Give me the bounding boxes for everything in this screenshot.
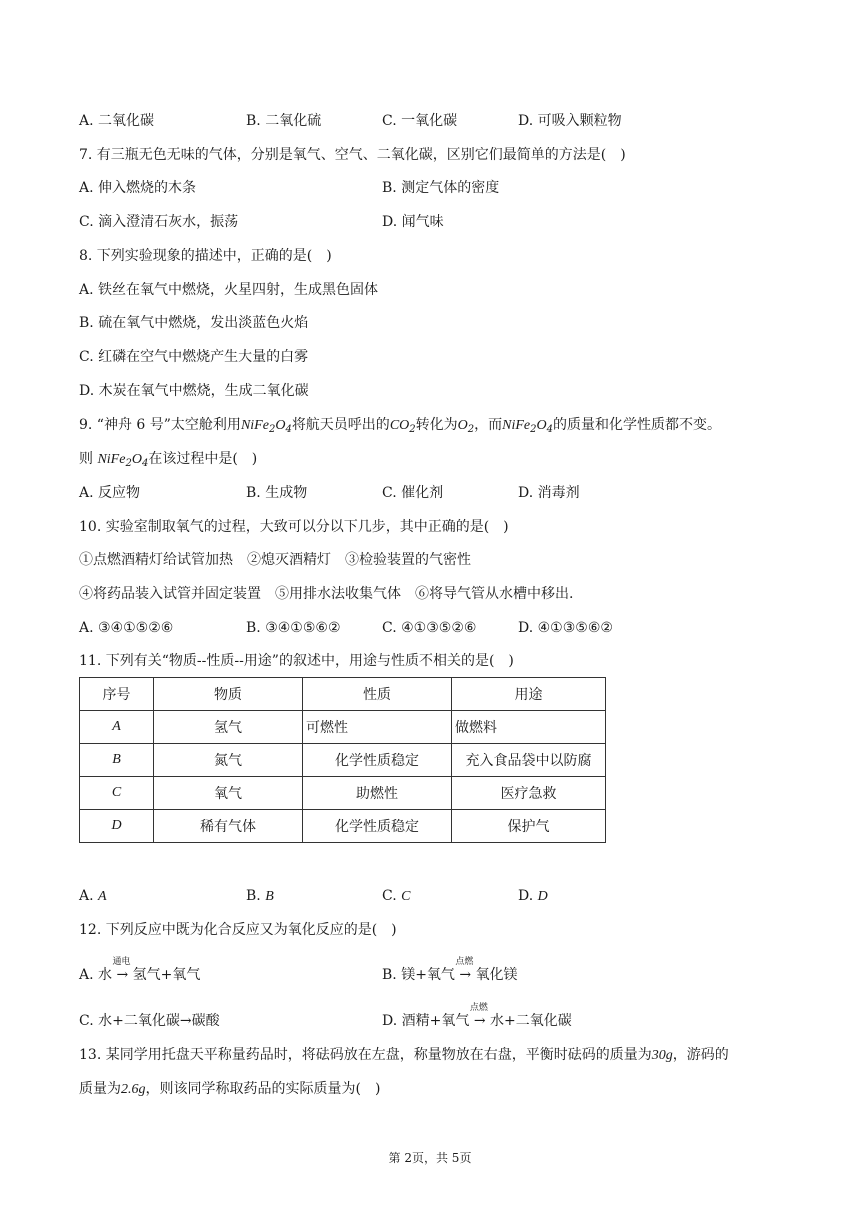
- reaction-condition: 点燃: [469, 1003, 488, 1013]
- table-row: [80, 744, 606, 777]
- table-row: [80, 711, 606, 744]
- q11-option-a: A. A: [79, 888, 107, 904]
- q8-option-d: D. 木炭在氧气中燃烧，生成二氧化碳: [79, 383, 309, 399]
- table-cell: 化学性质稳定: [303, 810, 452, 843]
- q6-option-a: A. 二氧化碳: [79, 113, 155, 129]
- q11-option-d: D. D: [518, 888, 548, 904]
- table-row: [80, 777, 606, 810]
- table-header-cell: 用途: [452, 678, 606, 711]
- q9-option-b: B. 生成物: [246, 485, 308, 501]
- q6-option-b: B. 二氧化硫: [246, 113, 322, 129]
- q12-option-a: A. 水 通电 → 氢气+氧气: [79, 965, 200, 985]
- reaction-arrow: 点燃 →: [459, 965, 471, 985]
- table-cell: 稀有气体: [154, 810, 303, 843]
- q13-stem-line1: 13. 某同学用托盘天平称量药品时，将砝码放在左盘，称量物放在右盘，平衡时砝码的质量为30g，游码的: [79, 1047, 729, 1063]
- page-footer: 第 2页，共 5页: [388, 1151, 472, 1165]
- q9-option-c: C. 催化剂: [382, 485, 444, 501]
- table-cell: 保护气: [452, 810, 606, 843]
- table-cell: C: [80, 777, 154, 810]
- q12-option-c: C. 水+二氧化碳→碳酸: [79, 1013, 220, 1029]
- table-header-row: [80, 678, 606, 711]
- reaction-arrow: 点燃 →: [474, 1011, 486, 1031]
- q11-stem: 11. 下列有关“物质--性质--用途”的叙述中，用途与性质不相关的是( ): [79, 653, 514, 669]
- table-cell: 充入食品袋中以防腐: [452, 744, 606, 777]
- q8-stem: 8. 下列实验现象的描述中，正确的是( ): [79, 248, 332, 264]
- q9-option-a: A. 反应物: [79, 485, 141, 501]
- q6-option-d: D. 可吸入颗粒物: [518, 113, 622, 129]
- q8-option-c: C. 红磷在空气中燃烧产生大量的白雾: [79, 349, 309, 365]
- table-cell: B: [80, 744, 154, 777]
- table-cell: 医疗急救: [452, 777, 606, 810]
- q11-option-c: C. C: [382, 888, 411, 904]
- table-cell: 氢气: [154, 711, 303, 744]
- q10-option-d: D. ④①③⑤⑥②: [518, 620, 613, 636]
- q12-option-b: B. 镁+氧气 点燃 → 氧化镁: [382, 965, 518, 985]
- q10-stem: 10. 实验室制取氧气的过程，大致可以分以下几步，其中正确的是( ): [79, 519, 509, 535]
- q7-option-c: C. 滴入澄清石灰水，振荡: [79, 214, 239, 230]
- q10-option-c: C. ④①③⑤②⑥: [382, 620, 477, 636]
- reaction-arrow: 通电 →: [116, 965, 128, 985]
- table-cell: 助燃性: [303, 777, 452, 810]
- q10-option-b: B. ③④①⑤⑥②: [246, 620, 341, 636]
- q8-option-a: A. 铁丝在氧气中燃烧，火星四射，生成黑色固体: [79, 282, 379, 298]
- reaction-condition: 点燃: [455, 957, 474, 967]
- properties-table: [79, 677, 606, 843]
- q7-option-d: D. 闻气味: [382, 214, 444, 230]
- q11-option-b: B. B: [246, 888, 274, 904]
- table-cell: 化学性质稳定: [303, 744, 452, 777]
- table-header-cell: 序号: [80, 678, 154, 711]
- table-cell: A: [80, 711, 154, 744]
- q9-option-d: D. 消毒剂: [518, 485, 580, 501]
- table-cell: 做燃料: [452, 711, 606, 744]
- table-header-cell: 物质: [154, 678, 303, 711]
- q9-stem-line1: 9. “神舟 6 号”太空舱利用$NiFe_2O_4$将航天员呼出的$CO_2$转化为$O_2$，而$NiFe_2O_4$的质量和化学性质都不变。: [79, 417, 722, 435]
- table-header-cell: 性质: [303, 678, 452, 711]
- q7-option-b: B. 测定气体的密度: [382, 180, 500, 196]
- table-cell: 氧气: [154, 777, 303, 810]
- q12-option-d: D. 酒精+氧气 点燃 → 水+二氧化碳: [382, 1011, 572, 1031]
- q7-option-a: A. 伸入燃烧的木条: [79, 180, 197, 196]
- table-row: [80, 810, 606, 843]
- table-cell: 氮气: [154, 744, 303, 777]
- q9-stem-line2: 则 $NiFe_2O_4$在该过程中是( ): [79, 451, 258, 469]
- q6-option-c: C. 一氧化碳: [382, 113, 458, 129]
- q12-stem: 12. 下列反应中既为化合反应又为氧化反应的是( ): [79, 922, 397, 938]
- q13-stem-line2: 质量为2.6g，则该同学称取药品的实际质量为( ): [79, 1081, 381, 1097]
- table-cell: 可燃性: [303, 711, 452, 744]
- reaction-condition: 通电: [112, 957, 131, 967]
- q10-steps-line2: ④将药品装入试管并固定装置 ⑤用排水法收集气体 ⑥将导气管从水槽中移出.: [79, 586, 574, 602]
- q10-option-a: A. ③④①⑤②⑥: [79, 620, 174, 636]
- q10-steps-line1: ①点燃酒精灯给试管加热 ②熄灭酒精灯 ③检验装置的气密性: [79, 552, 471, 568]
- q7-stem: 7. 有三瓶无色无味的气体，分别是氧气、空气、二氧化碳，区别它们最简单的方法是( ): [79, 147, 626, 163]
- q8-option-b: B. 硫在氧气中燃烧，发出淡蓝色火焰: [79, 315, 309, 331]
- table-cell: D: [80, 810, 154, 843]
